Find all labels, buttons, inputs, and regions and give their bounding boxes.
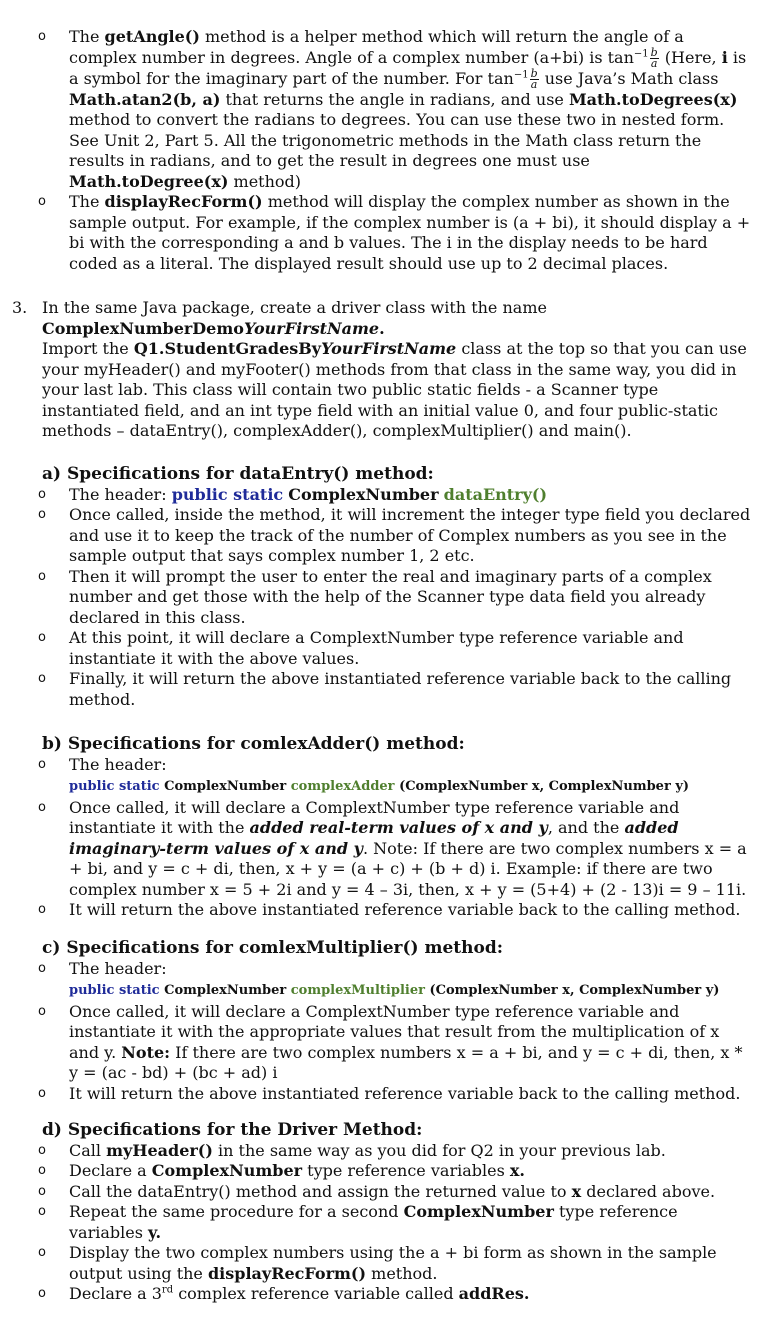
todegree-method: Math.toDegree(x) bbox=[69, 171, 229, 191]
import-class-name: Q1.StudentGradesByYourFirstName bbox=[133, 339, 457, 358]
section-a-bullet-5: o Finally, it will return the above instantiated reference variable back to the calling method. bbox=[38, 669, 732, 709]
method-bullets-block bbox=[0, 27, 784, 274]
bullet-marker: o bbox=[38, 630, 46, 645]
bullet-marker: o bbox=[38, 1183, 46, 1199]
section-d bbox=[0, 1120, 784, 1305]
bullet-marker: o bbox=[38, 1003, 46, 1019]
fraction-b-over-a-2: $\frac{b}{a}$ bbox=[530, 66, 538, 91]
section-c-bullet-3: o It will return the above instantiated reference variable back to the calling method. bbox=[38, 1083, 741, 1103]
section-b-header-bullet: o The header: public static ComplexNumber complexAdder (ComplexNumber x, ComplexNumber y) bbox=[38, 754, 690, 794]
section-b-bullet-3: o It will return the above instantiated reference variable back to the calling method. bbox=[38, 900, 741, 919]
section-d-bullet-3: o Call the dataEntry() method and assign the returned value to x declared above. bbox=[38, 1181, 716, 1201]
item-number: 3. bbox=[12, 298, 28, 317]
section-a-bullet-3: o Then it will prompt the user to enter the real and imaginary parts of a complex number and get those with the help of the Scanner type data field you already declared in this class. bbox=[38, 566, 712, 627]
section-d-bullet-6: o Declare a 3rd complex reference variable called addRes. bbox=[38, 1284, 530, 1303]
bullet-marker: o bbox=[38, 194, 46, 209]
section-d-bullet-5: o Display the two complex numbers using the a + bi form as shown in the sample output using the displayRecForm() method. bbox=[38, 1243, 717, 1283]
bullet-marker: o bbox=[38, 902, 46, 917]
driver-class-name: ComplexNumberDemoYourFirstName. bbox=[42, 318, 385, 338]
getangle-bullet: o The getAngle() method is a helper method which will return the angle of a complex number in degrees. Angle of a complex number (a+bi) is $\tan^{-1}$ $\frac{b}{a}$ (Here, i is a symbol for the imaginary part of the number. For $\tan^{-1}$ $\frac{b}{a}$ use Java’s Math class Math.atan2(b, a) that returns the angle in radians, and use Math.toDegrees(x) method to convert the radians to degrees. You can use these two in nested form. See Unit 2, Part 5. All the trigonometric methods in the Math class return the results in radians, and to get the result in degrees one must use Math.toDegree(x) method) bbox=[38, 27, 747, 191]
bullet-marker: o bbox=[38, 1085, 46, 1101]
item-3-block bbox=[0, 298, 784, 442]
displayrecform-bullet: o The displayRecForm() method will display the complex number as shown in the sample output. For example, if the complex number is (a + bi), it should display a + bi with the corresponding a and b values. The i in the display needs to be hard coded as a literal. The displayed result should use up to 2 decimal places. bbox=[38, 192, 751, 273]
fraction-b-over-a: $\frac{b}{a}$ bbox=[650, 45, 658, 70]
atan2-method: Math.atan2(b, a) bbox=[69, 89, 221, 109]
displayrecform-method-name: displayRecForm() bbox=[104, 192, 263, 211]
bullet-marker: o bbox=[38, 799, 46, 815]
item-3-paragraph: 3. In the same Java package, create a driver class with the name ComplexNumberDemoYourFirstName. Import the Q1.StudentGradesByYourFirstName class at the top so that you can use your myHeader() and myFooter() methods from that class in the same way, you did in your last lab. This class will contain two public static fields - a Scanner type instantiated field, and an int type field with an initial value 0, and four public-static methods – dataEntry(), complexAdder(), complexMultiplier() and main(). bbox=[12, 298, 747, 440]
section-a-bullet-2: o Once called, inside the method, it will increment the integer type field you declared and use it to keep the track of the number of Complex numbers as you see in the sample output that says complex number 1, 2 etc. bbox=[38, 505, 751, 565]
bullet-marker: o bbox=[38, 1204, 46, 1219]
section-d-bullet-1: o Call myHeader() in the same way as you did for Q2 in your previous lab. bbox=[38, 1140, 666, 1160]
bullet-marker: o bbox=[38, 568, 46, 584]
bullet-marker: o bbox=[38, 1163, 46, 1178]
section-a-header-bullet: o The header: public static ComplexNumber dataEntry() bbox=[38, 484, 548, 504]
section-b-bullet-2: o Once called, it will declare a ComplextNumber type reference variable and instantiate it with the added real-term values of x and y, and the added imaginary-term values of x and y. Note: If there are two complex numbers x = a + bi, and y = c + di, then, x + y = (a + c) + (b + d) i. Example: if there are two complex number x = 5 + 2i and y = 4 – 3i, then, x + y = (5+4) + (2 - 13)i = 9 – 11i. bbox=[38, 797, 747, 899]
bullet-marker: o bbox=[38, 1286, 46, 1301]
section-d-heading: d) Specifications for the Driver Method: bbox=[42, 1120, 423, 1140]
bullet-marker: o bbox=[38, 671, 46, 686]
section-a bbox=[0, 464, 784, 710]
section-c-bullet-2: o Once called, it will declare a ComplextNumber type reference variable and instantiate it with the appropriate values that result from the multiplication of x and y. Note: If there are two complex numbers x = a + bi, and y = c + di, then, x * y = (ac - bd) + (bc + ad) i bbox=[38, 1001, 743, 1082]
section-c-header-bullet: o The header: public static ComplexNumber complexMultiplier (ComplexNumber x, ComplexNumber y) bbox=[38, 958, 720, 998]
bullet-marker: o bbox=[38, 507, 46, 522]
bullet-marker: o bbox=[38, 756, 46, 772]
complexadder-signature: public static ComplexNumber complexAdder (ComplexNumber x, ComplexNumber y) bbox=[69, 779, 690, 794]
bullet-marker: o bbox=[38, 1245, 46, 1260]
todegrees-method: Math.toDegrees(x) bbox=[568, 89, 738, 109]
section-a-bullet-4: o At this point, it will declare a ComplextNumber type reference variable and instantiate it with the above values. bbox=[38, 628, 684, 668]
section-a-heading: a) Specifications for dataEntry() method: bbox=[42, 464, 434, 484]
section-b bbox=[0, 734, 784, 921]
section-c-heading: c) Specifications for comlexMultiplier() method: bbox=[42, 938, 503, 958]
section-d-bullet-4: o Repeat the same procedure for a second ComplexNumber type reference variables y. bbox=[38, 1202, 678, 1242]
bullet-marker: o bbox=[38, 1142, 46, 1158]
bullet-marker: o bbox=[38, 960, 46, 976]
section-d-bullet-2: o Declare a ComplexNumber type reference variables x. bbox=[38, 1161, 525, 1180]
section-c bbox=[0, 938, 784, 1104]
bullet-marker: o bbox=[38, 486, 46, 502]
getangle-method-name: getAngle() bbox=[104, 27, 200, 46]
complexmultiplier-signature: public static ComplexNumber complexMultiplier (ComplexNumber x, ComplexNumber y) bbox=[69, 983, 720, 998]
bullet-marker: o bbox=[38, 29, 46, 44]
section-b-heading: b) Specifications for comlexAdder() method: bbox=[42, 734, 465, 754]
